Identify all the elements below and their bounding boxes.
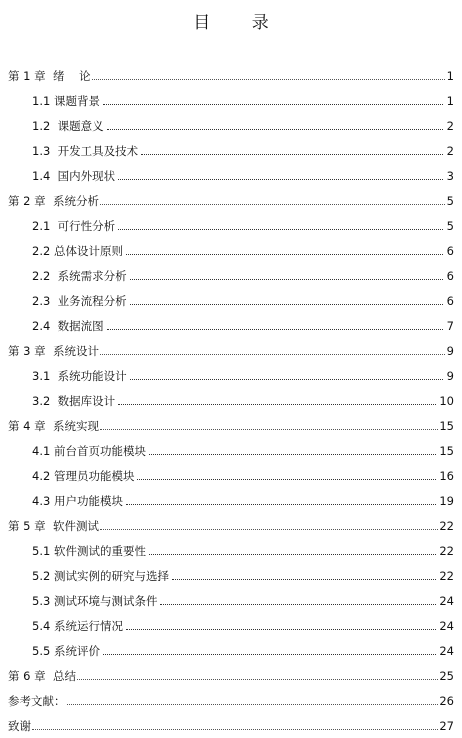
toc-entry-page-number: 22 bbox=[439, 569, 454, 583]
toc-entry-label: 第 3 章 系统设计 bbox=[8, 344, 99, 358]
toc-section-entry[interactable] bbox=[8, 83, 454, 108]
toc-entry-label: 参考文献： bbox=[8, 694, 66, 708]
toc-entry-label: 1.2 课题意义 bbox=[32, 119, 104, 133]
toc-entry-page-number: 1 bbox=[446, 69, 454, 83]
dot-leader bbox=[107, 329, 443, 330]
dot-leader bbox=[103, 654, 436, 655]
toc-entry-page-number: 6 bbox=[446, 244, 454, 258]
toc-entry-label: 4.2 管理员功能模块 bbox=[32, 469, 135, 483]
dot-leader bbox=[32, 729, 438, 730]
dot-leader bbox=[126, 504, 436, 505]
toc-entry-label: 第 5 章 软件测试 bbox=[8, 519, 99, 533]
toc-chapter-entry[interactable] bbox=[8, 708, 454, 733]
toc-entry-page-number: 19 bbox=[439, 494, 454, 508]
toc-entry-page-number: 5 bbox=[446, 219, 454, 233]
toc-section-entry[interactable] bbox=[8, 358, 454, 383]
toc-section-entry[interactable] bbox=[8, 433, 454, 458]
toc-entry-label: 2.2 系统需求分析 bbox=[32, 269, 127, 283]
dot-leader bbox=[92, 79, 445, 80]
toc-entry-label: 第 6 章 总结 bbox=[8, 669, 76, 683]
toc-entry-label: 1.4 国内外现状 bbox=[32, 169, 116, 183]
toc-chapter-entry[interactable] bbox=[8, 333, 454, 358]
toc-entry-page-number: 1 bbox=[446, 94, 454, 108]
toc-entry-label: 5.1 软件测试的重要性 bbox=[32, 544, 146, 558]
dot-leader bbox=[130, 379, 443, 380]
dot-leader bbox=[103, 104, 443, 105]
toc-entry-label: 5.4 系统运行情况 bbox=[32, 619, 123, 633]
toc-entry-page-number: 24 bbox=[439, 594, 454, 608]
toc-entry-page-number: 26 bbox=[439, 694, 454, 708]
dot-leader bbox=[118, 179, 443, 180]
dot-leader bbox=[126, 254, 443, 255]
toc-section-entry[interactable] bbox=[8, 258, 454, 283]
toc-chapter-entry[interactable] bbox=[8, 508, 454, 533]
toc-entry-page-number: 25 bbox=[439, 669, 454, 683]
toc-chapter-entry[interactable] bbox=[8, 408, 454, 433]
toc-section-entry[interactable] bbox=[8, 158, 454, 183]
dot-leader bbox=[149, 554, 436, 555]
toc-entry-label: 3.2 数据库设计 bbox=[32, 394, 116, 408]
toc-chapter-entry[interactable] bbox=[8, 58, 454, 83]
toc-entry-label: 2.4 数据流图 bbox=[32, 319, 104, 333]
dot-leader bbox=[100, 529, 438, 530]
toc-entry-page-number: 10 bbox=[439, 394, 454, 408]
toc-entry-label: 第 1 章 绪 论 bbox=[8, 69, 91, 83]
dot-leader bbox=[100, 429, 438, 430]
toc-entry-label: 致谢 bbox=[8, 719, 31, 733]
toc-section-entry[interactable] bbox=[8, 283, 454, 308]
toc-section-entry[interactable] bbox=[8, 633, 454, 658]
dot-leader bbox=[172, 579, 436, 580]
toc-entry-page-number: 9 bbox=[446, 369, 454, 383]
toc-entry-label: 1.3 开发工具及技术 bbox=[32, 144, 139, 158]
toc-entry-label: 2.1 可行性分析 bbox=[32, 219, 116, 233]
dot-leader bbox=[100, 354, 445, 355]
toc-entry-label: 3.1 系统功能设计 bbox=[32, 369, 127, 383]
toc-entry-page-number: 24 bbox=[439, 619, 454, 633]
toc-section-entry[interactable] bbox=[8, 308, 454, 333]
toc-entry-label: 2.3 业务流程分析 bbox=[32, 294, 127, 308]
toc-section-entry[interactable] bbox=[8, 558, 454, 583]
page-title: 目 录 bbox=[193, 13, 287, 33]
toc-section-entry[interactable] bbox=[8, 208, 454, 233]
dot-leader bbox=[149, 454, 436, 455]
toc-entry-label: 第 2 章 系统分析 bbox=[8, 194, 99, 208]
dot-leader bbox=[126, 629, 436, 630]
toc-entry-label: 第 4 章 系统实现 bbox=[8, 419, 99, 433]
toc-section-entry[interactable] bbox=[8, 583, 454, 608]
toc-chapter-entry[interactable] bbox=[8, 658, 454, 683]
toc-entry-page-number: 9 bbox=[446, 344, 454, 358]
dot-leader bbox=[130, 279, 443, 280]
toc-entry-label: 5.5 系统评价 bbox=[32, 644, 100, 658]
dot-leader bbox=[67, 704, 439, 705]
dot-leader bbox=[77, 679, 438, 680]
toc-entry-page-number: 15 bbox=[439, 444, 454, 458]
toc-entry-page-number: 6 bbox=[446, 269, 454, 283]
toc-section-entry[interactable] bbox=[8, 133, 454, 158]
toc-entry-label: 5.2 测试实例的研究与选择 bbox=[32, 569, 169, 583]
dot-leader bbox=[137, 479, 436, 480]
toc-entry-label: 4.1 前台首页功能模块 bbox=[32, 444, 146, 458]
dot-leader bbox=[130, 304, 443, 305]
toc-entry-page-number: 6 bbox=[446, 294, 454, 308]
toc-section-entry[interactable] bbox=[8, 608, 454, 633]
toc-entry-page-number: 16 bbox=[439, 469, 454, 483]
toc-entry-page-number: 3 bbox=[446, 169, 454, 183]
toc-entry-page-number: 2 bbox=[446, 144, 454, 158]
dot-leader bbox=[118, 229, 443, 230]
toc-entry-page-number: 27 bbox=[439, 719, 454, 733]
toc-entry-page-number: 5 bbox=[446, 194, 454, 208]
table-of-contents bbox=[8, 58, 454, 733]
toc-section-entry[interactable] bbox=[8, 483, 454, 508]
toc-section-entry[interactable] bbox=[8, 533, 454, 558]
toc-entry-label: 4.3 用户功能模块 bbox=[32, 494, 123, 508]
toc-entry-label: 1.1 课题背景 bbox=[32, 94, 100, 108]
toc-entry-page-number: 24 bbox=[439, 644, 454, 658]
toc-entry-label: 2.2 总体设计原则 bbox=[32, 244, 123, 258]
toc-section-entry[interactable] bbox=[8, 233, 454, 258]
toc-entry-label: 5.3 测试环境与测试条件 bbox=[32, 594, 158, 608]
toc-entry-page-number: 15 bbox=[439, 419, 454, 433]
toc-entry-page-number: 2 bbox=[446, 119, 454, 133]
toc-entry-page-number: 7 bbox=[446, 319, 454, 333]
toc-section-entry[interactable] bbox=[8, 458, 454, 483]
toc-section-entry[interactable] bbox=[8, 108, 454, 133]
toc-entry-page-number: 22 bbox=[439, 544, 454, 558]
dot-leader bbox=[107, 129, 443, 130]
toc-chapter-entry[interactable] bbox=[8, 183, 454, 208]
dot-leader bbox=[118, 404, 436, 405]
dot-leader bbox=[160, 604, 436, 605]
toc-section-entry[interactable] bbox=[8, 383, 454, 408]
dot-leader bbox=[100, 204, 445, 205]
toc-chapter-entry[interactable] bbox=[8, 683, 454, 708]
dot-leader bbox=[141, 154, 443, 155]
toc-entry-page-number: 22 bbox=[439, 519, 454, 533]
